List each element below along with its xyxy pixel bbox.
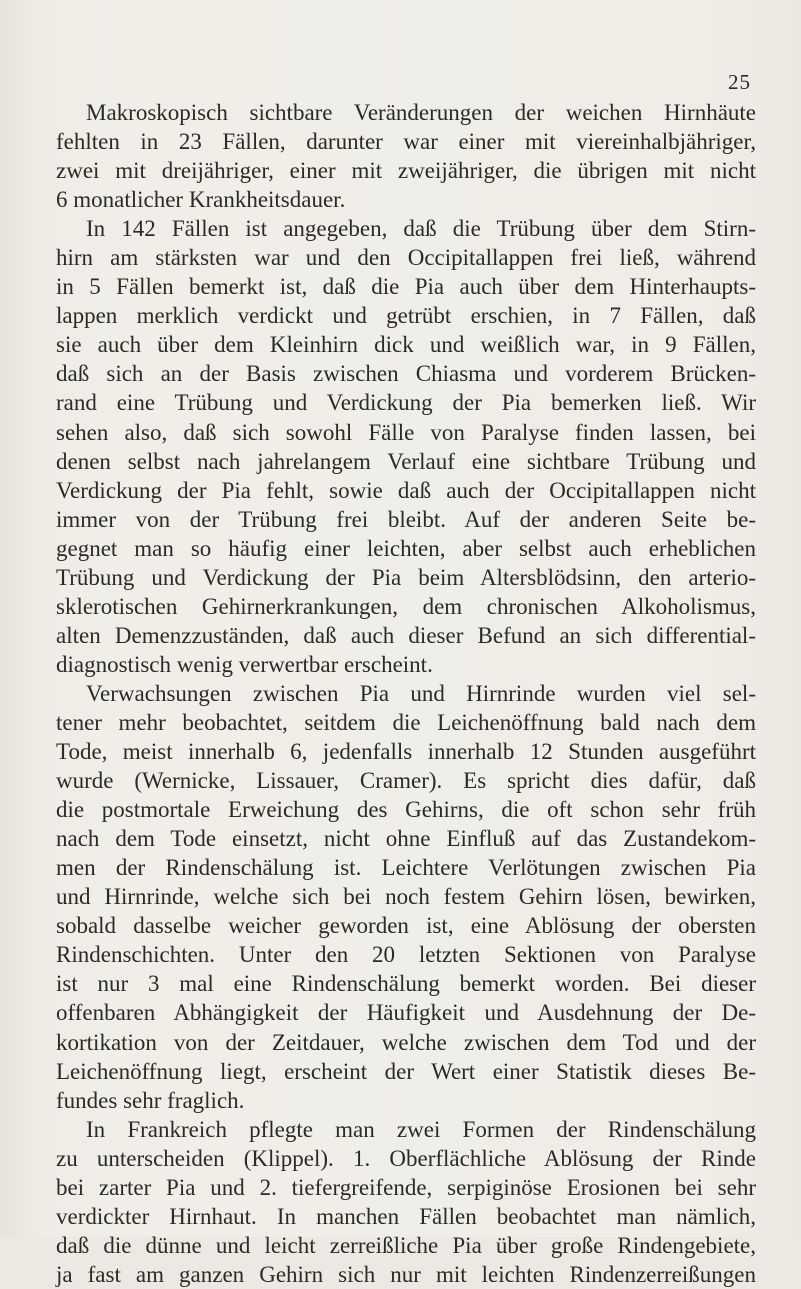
text-line: sie auch über dem Kleinhirn dick und weißlich war, in 9 Fällen,	[56, 332, 756, 358]
text-line: kortikation von der Zeitdauer, welche zwischen dem Tod und der	[56, 1029, 756, 1055]
text-line: alten Demenzzuständen, daß auch dieser Befund an sich differential-	[56, 622, 756, 648]
text-line: In Frankreich pflegte man zwei Formen der Rindenschälung	[86, 1116, 756, 1142]
text-line: verdickter Hirnhaut. In manchen Fällen beobachtet man nämlich,	[56, 1203, 756, 1229]
text-line: bei zarter Pia und 2. tiefergreifende, serpiginöse Erosionen bei sehr	[56, 1174, 756, 1200]
text-line: men der Rindenschälung ist. Leichtere Verlötungen zwischen Pia	[56, 855, 756, 881]
text-line: Trübung und Verdickung der Pia beim Altersblödsinn, den arterio-	[56, 564, 756, 590]
body-text	[56, 98, 756, 1289]
text-line: rand eine Trübung und Verdickung der Pia bemerken ließ. Wir	[56, 390, 756, 416]
page-number: 25	[728, 70, 751, 94]
text-line: 6 monatlicher Krankheitsdauer.	[56, 187, 346, 213]
text-line: und Hirnrinde, welche sich bei noch festem Gehirn lösen, bewirken,	[56, 884, 756, 910]
text-line: Makroskopisch sichtbare Veränderungen der weichen Hirnhäute	[86, 100, 756, 125]
text-line: diagnostisch wenig verwertbar erscheint.	[56, 651, 433, 677]
text-line: nach dem Tode einsetzt, nicht ohne Einfluß auf das Zustandekom-	[56, 826, 756, 852]
text-line: daß sich an der Basis zwischen Chiasma und vorderem Brücken-	[56, 361, 756, 387]
text-line: daß die dünne und leicht zerreißliche Pia über große Rindengebiete,	[56, 1232, 756, 1258]
text-line: wurde (Wernicke, Lissauer, Cramer). Es spricht dies dafür, daß	[56, 768, 756, 794]
text-line: fehlten in 23 Fällen, darunter war einer mit viereinhalbjähriger,	[56, 129, 756, 155]
text-line: Verdickung der Pia fehlt, sowie daß auch der Occipitallappen nicht	[56, 477, 756, 503]
text-line: Verwachsungen zwischen Pia und Hirnrinde wurden viel sel-	[86, 680, 756, 706]
text-line: hirn am stärksten war und den Occipitallappen frei ließ, während	[56, 245, 756, 271]
text-line: immer von der Trübung frei bleibt. Auf der anderen Seite be-	[56, 506, 756, 532]
text-line: gegnet man so häufig einer leichten, aber selbst auch erheblichen	[56, 535, 756, 561]
text-line: Tode, meist innerhalb 6, jedenfalls innerhalb 12 Stunden ausgeführt	[56, 739, 756, 765]
text-line: Rindenschichten. Unter den 20 letzten Sektionen von Paralyse	[56, 942, 756, 968]
text-line: offenbaren Abhängigkeit der Häufigkeit und Ausdehnung der De-	[56, 1000, 756, 1026]
text-line: denen selbst nach jahrelangem Verlauf eine sichtbare Trübung und	[56, 448, 756, 474]
text-line: sklerotischen Gehirnerkrankungen, dem chronischen Alkoholismus,	[56, 593, 756, 619]
text-line: Leichenöffnung liegt, erscheint der Wert einer Statistik dieses Be-	[56, 1058, 756, 1084]
text-line: lappen merklich verdickt und getrübt erschien, in 7 Fällen, daß	[56, 303, 756, 329]
text-line: tener mehr beobachtet, seitdem die Leichenöffnung bald nach dem	[56, 709, 756, 735]
text-line: zwei mit dreijähriger, einer mit zweijähriger, die übrigen mit nicht	[56, 158, 756, 184]
text-line: ist nur 3 mal eine Rindenschälung bemerkt worden. Bei dieser	[56, 971, 756, 997]
text-line: zu unterscheiden (Klippel). 1. Oberflächliche Ablösung der Rinde	[56, 1145, 756, 1171]
text-line: fundes sehr fraglich.	[56, 1087, 245, 1113]
text-line: sobald dasselbe weicher geworden ist, eine Ablösung der obersten	[56, 913, 756, 939]
text-line: In 142 Fällen ist angegeben, daß die Trübung über dem Stirn-	[86, 216, 756, 242]
text-line: ja fast am ganzen Gehirn sich nur mit leichten Rindenzerreißungen	[56, 1261, 756, 1287]
text-line: die postmortale Erweichung des Gehirns, die oft schon sehr früh	[56, 797, 756, 823]
text-line: in 5 Fällen bemerkt ist, daß die Pia auch über dem Hinterhaupts-	[56, 274, 756, 300]
text-line: sehen also, daß sich sowohl Fälle von Paralyse finden lassen, bei	[56, 419, 756, 445]
